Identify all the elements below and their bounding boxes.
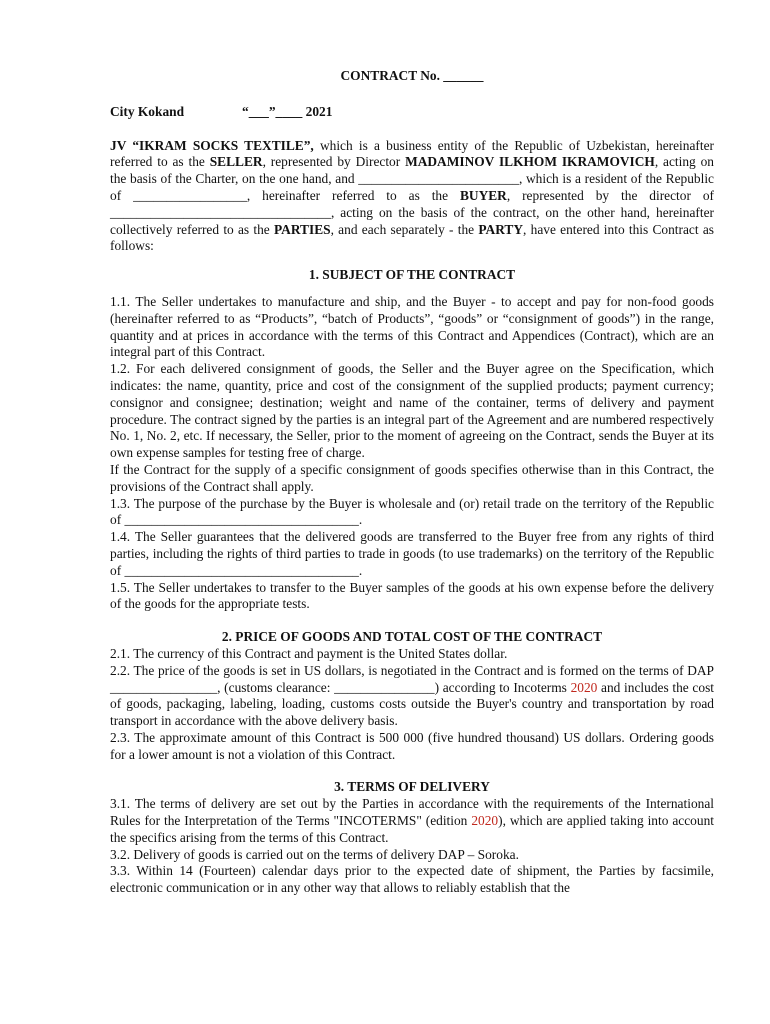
contract-title: CONTRACT No. ______ <box>340 68 484 83</box>
preamble-paragraph: JV “IKRAM SOCKS TEXTILE”, which is a business entity of the Republic of Uzbekistan, hereinafter referred to as the SELLER, represented by Director MADAMINOV ILKHOM IKRAMOVICH, acting on the basis of the Charter, on the one hand, and ________________________, which is a resident of the Republic of _________________, hereinafter referred to as the BUYER, represented by the director of _________________________________, acting on the basis of the contract, on the other hand, hereinafter collectively referred to as the PARTIES, and each separately - the PARTY, have entered into this Contract as follows: <box>110 137 715 254</box>
clause-3-1: 3.1. The terms of delivery are set out by the Parties in accordance with the requirements of the International Rules for the Interpretation of the Terms "INCOTERMS" (edition 2020), which are applied taking into account the specifics arising from the terms of this Contract. <box>110 796 714 845</box>
clause-2-3: 2.3. The approximate amount of this Contract is 500 000 (five hundred thousand) US dollars. Ordering goods for a lower amount is not a violation of this Contract. <box>110 729 714 762</box>
city-date-line <box>110 104 714 121</box>
city-name: City Kokand <box>110 103 185 119</box>
clause-3-2: 3.2. Delivery of goods is carried out on the terms of delivery DAP – Soroka. <box>110 846 519 862</box>
section-3-heading: 3. TERMS OF DELIVERY <box>334 779 490 795</box>
clause-2-1: 2.1. The currency of this Contract and payment is the United States dollar. <box>110 645 508 661</box>
clause-1-3: 1.3. The purpose of the purchase by the Buyer is wholesale and (or) retail trade on the territory of the Republic of ___________________________________. <box>110 495 714 528</box>
section-1-heading: 1. SUBJECT OF THE CONTRACT <box>308 267 516 283</box>
section-2-heading: 2. PRICE OF GOODS AND TOTAL COST OF THE CONTRACT <box>221 629 603 645</box>
clause-3-3: 3.3. Within 14 (Fourteen) calendar days prior to the expected date of shipment, the Parties by facsimile, electronic communication or in any other way that allows to reliably establish that the <box>110 863 714 896</box>
clause-1-1: 1.1. The Seller undertakes to manufacture and ship, and the Buyer - to accept and pay for non-food goods (hereinafter referred to as “Products”, “batch of Products”, “goods” or “consignment of goods”) in the range, quantity and at prices in accordance with the terms of this Contract and Appendices (Contract), which are an integral part of this Contract. <box>110 293 714 360</box>
director-name: MADAMINOV ILKHOM IKRAMOVICH <box>405 154 655 170</box>
clause-1-5: 1.5. The Seller undertakes to transfer to the Buyer samples of the goods at his own expense before the delivery of the goods for the appropriate tests. <box>110 579 714 612</box>
incoterms-year: 2020 <box>570 679 598 695</box>
clause-2-2: 2.2. The price of the goods is set in US dollars, is negotiated in the Contract and is formed on the terms of DAP ________________, (customs clearance: _______________) according to Incoterms 2020 and includes the cost of goods, packaging, labeling, loading, customs costs outside the Buyer's country and transportation by road transport in accordance with the above delivery basis. <box>110 662 714 729</box>
company-name: JV “IKRAM SOCKS TEXTILE”, <box>110 137 314 153</box>
contract-date: “___”____ 2021 <box>242 103 333 119</box>
clause-1-2-note: If the Contract for the supply of a specific consignment of goods specifies otherwise than in this Contract, the provisions of the Contract shall apply. <box>110 461 714 494</box>
incoterms-edition-year: 2020 <box>471 813 499 829</box>
clause-1-4: 1.4. The Seller guarantees that the delivered goods are transferred to the Buyer free from any rights of third parties, including the rights of third parties to trade in goods (to use trademarks) on the territory of the Republic of ___________________________________. <box>110 529 714 578</box>
clause-1-2: 1.2. For each delivered consignment of goods, the Seller and the Buyer agree on the Specification, which indicates: the name, quantity, price and cost of the consignment of the supplied products; payment currency; consignor and consignee; destination; weight and name of the container, terms of delivery and payment procedure. The contract signed by the parties is an integral part of the Agreement and are numbered respectively No. 1, No. 2, etc. If necessary, the Seller, prior to the moment of agreeing on the Contract, sends the Buyer at its own expense samples for testing free of charge. <box>110 361 714 461</box>
